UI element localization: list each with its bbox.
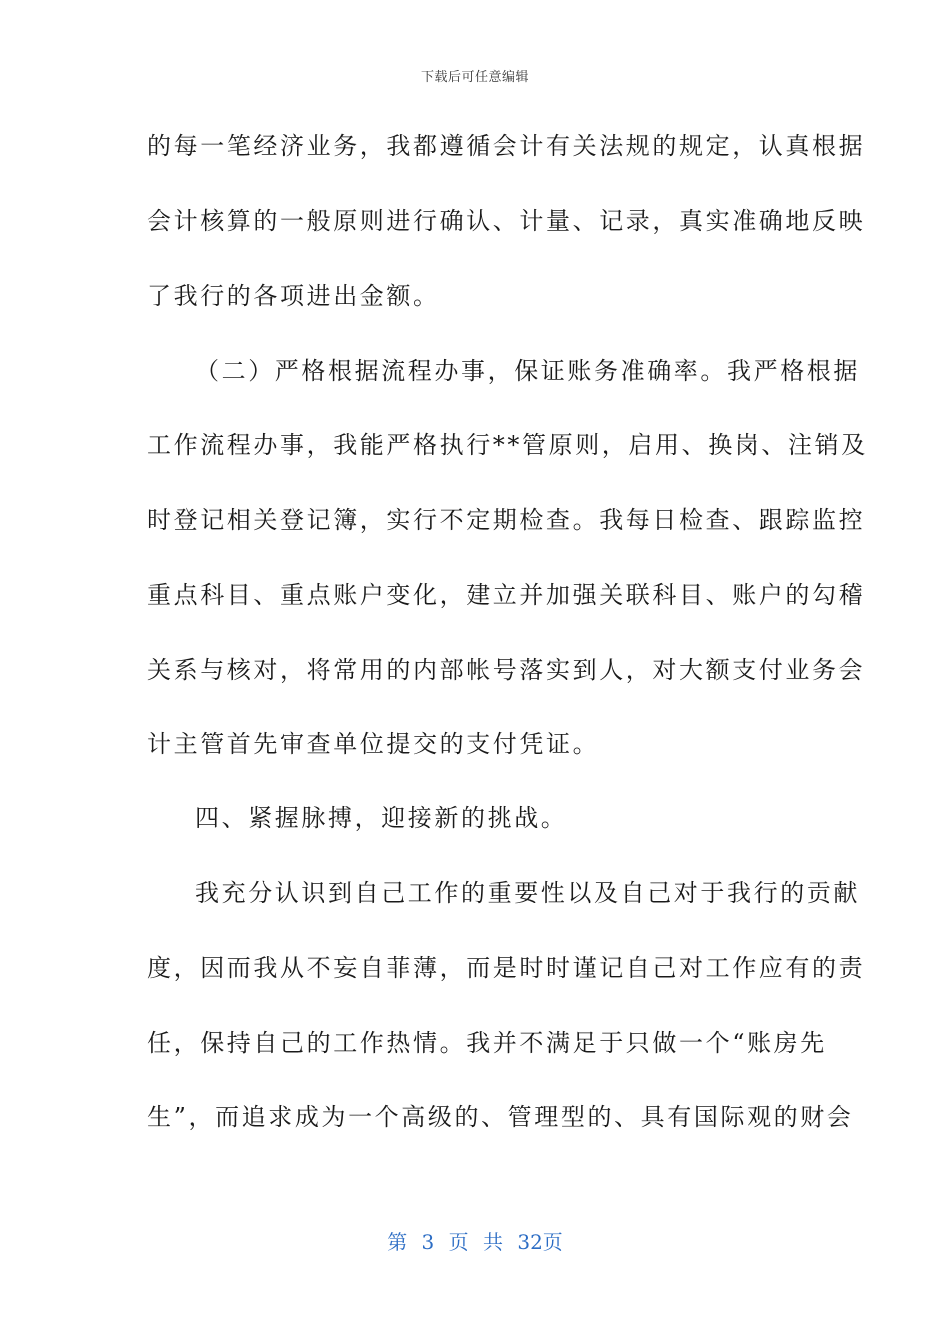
body-line: 我充分认识到自己工作的重要性以及自己对于我行的贡献: [195, 879, 860, 907]
body-line: 工作流程办事，我能严格执行**管原则，启用、换岗、注销及: [147, 431, 868, 459]
body-line: 关系与核对，将常用的内部帐号落实到人，对大额支付业务会: [147, 656, 866, 684]
body-line: 计主管首先审查单位提交的支付凭证。: [147, 730, 600, 758]
section-heading: 四、紧握脉搏，迎接新的挑战。: [195, 804, 568, 832]
body-line: 任，保持自己的工作热情。我并不满足于只做一个“账房先: [147, 1029, 827, 1057]
body-line: 的每一笔经济业务，我都遵循会计有关法规的规定，认真根据: [147, 132, 866, 160]
body-line: 了我行的各项进出金额。: [147, 282, 440, 310]
header-note: 下载后可任意编辑: [420, 70, 529, 85]
body-line: 会计核算的一般原则进行确认、计量、记录，真实准确地反映: [147, 207, 866, 235]
body-line: （二）严格根据流程办事，保证账务准确率。我严格根据: [195, 357, 860, 385]
body-line: 度，因而我从不妄自菲薄，而是时时谨记自己对工作应有的责: [147, 954, 866, 982]
body-line: 重点科目、重点账户变化，建立并加强关联科目、账户的勾稽: [147, 581, 866, 609]
body-line: 时登记相关登记簿，实行不定期检查。我每日检查、跟踪监控: [147, 506, 866, 534]
page-number: 第 3 页 共 32页: [387, 1230, 563, 1254]
body-line: 生”，而追求成为一个高级的、管理型的、具有国际观的财会: [147, 1103, 854, 1131]
